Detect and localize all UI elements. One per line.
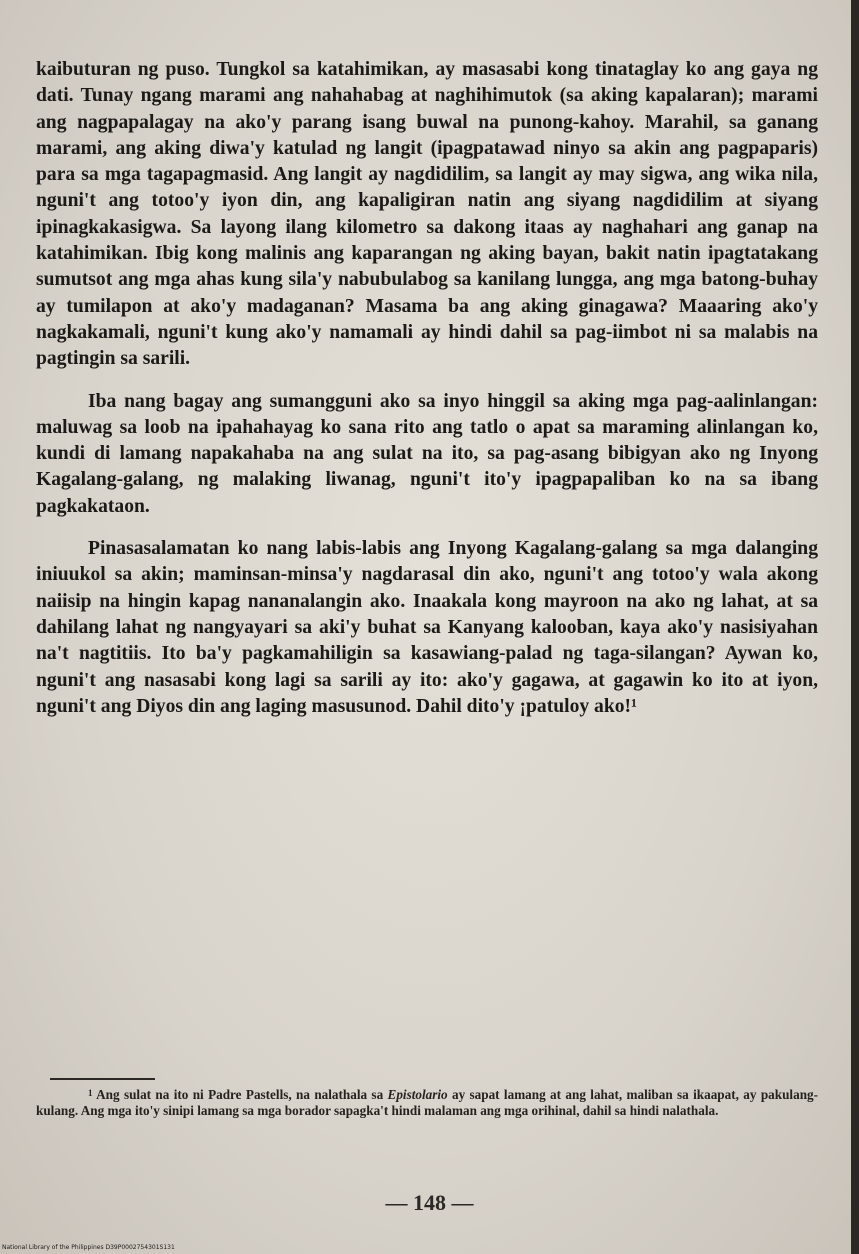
footnote-marker: 1 (88, 1088, 93, 1098)
footnote (36, 1085, 818, 1119)
footnote-text-start: Ang sulat na ito ni Padre Pastells, na nalathala sa (96, 1087, 388, 1102)
paragraph-2: Iba nang bagay ang sumangguni ako sa inyo hinggil sa aking mga pag-aalinlangan: maluwag sa loob na ipahahayag ko sana rito ang tatlo o apat sa maraming alinlangan ko, kundi di lamang napakahaba na ang sulat na ito, sa pag-asang bibigyan ako ng Inyong Kagalang-galang, ng malaking liwanag, nguni't ito'y ipagpapaliban ko na sa ibang pagkakataon. (36, 390, 818, 517)
paragraph-3: Pinasasalamatan ko nang labis-labis ang Inyong Kagalang-galang sa mga dalanging iniuukol sa akin; maminsan-minsa'y nagdarasal din ako, nguni't ang totoo'y wala akong naiisip na hingin kapag nananalangin ako. Inaakala kong mayroon na ako ng lahat, at sa dahilang lahat ng nangyayari sa aki'y buhat sa Kanyang kalooban, kaya ako'y nasisiyahan na't nagtitiis. Ito ba'y pagkamahiligin sa kasawiang-palad ng taga-silangan? Aywan ko, nguni't ang nasasabi kong lagi sa sarili ay ito: ako'y gagawa, at gagawin ko ito at iyon, nguni't ang Diyos din ang laging masusunod. Dahil dito'y ¡patuloy ako!¹ (36, 538, 818, 717)
page-edge-shadow (851, 0, 859, 1254)
library-watermark: National Library of the Philippines D39P0002754301S131 (2, 1244, 175, 1251)
footnote-divider (50, 1078, 155, 1080)
footnote-italic-title: Epistolario (387, 1087, 448, 1102)
footnote-text-end: ay sapat lamang at ang lahat, maliban sa ikaapat, ay pakulang-kulang. Ang mga ito'y sinipi lamang sa mga borador sapagka't hindi malaman ang mga orihinal, dahil sa hindi nalathala. (36, 1087, 819, 1118)
page-number: — 148 — (385, 1190, 474, 1215)
paragraph-1: kaibuturan ng puso. Tungkol sa katahimikan, ay masasabi kong tinataglay ko ang gaya ng dati. Tunay ngang marami ang nahahabag at naghihimutok (sa aking kapalaran); marami ang nagpapalagay na ako'y parang isang buwal na punong-kahoy. Marahil, sa ganang marami, ang aking diwa'y katulad ng langit (ipagpatawad ninyo sa akin ang pagpaparis) para sa mga tagapagmasid. Ang langit ay nagdidilim, sa langit ay may sigwa, ang wika nila, nguni't ang totoo'y iyon din, ang kapaligiran natin ang siyang nagdidilim at siyang ipinagkakasigwa. Sa layong ilang kilometro sa dakong itaas ay naghahari ang ganap na katahimikan. Ibig kong malinis ang kaparangan ng aking bayan, bakit natin ipagtatakang sumutsot ang mga ahas kung sila'y nabubulabog sa kanilang lungga, ang mga batong-buhay ay tumilapon at ako'y madaganan? Masama ba ang aking ginagawa? Maaaring ako'y nagkakamali, nguni't kung ako'y namamali ay hindi dahil sa pag-iimbot ni sa malabis na pagtingin sa sarili. (36, 59, 818, 370)
body-text (36, 57, 818, 720)
